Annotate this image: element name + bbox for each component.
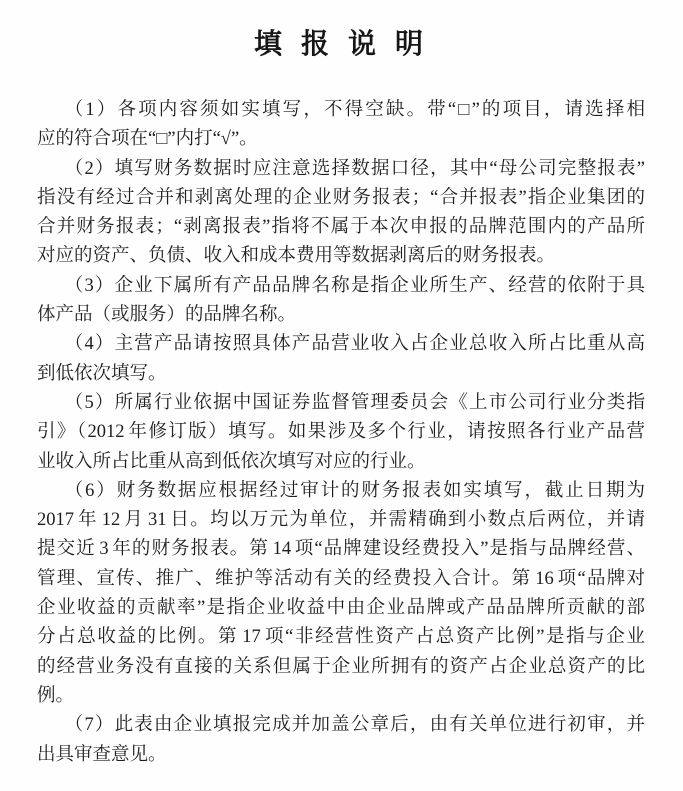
paragraph-line: 出具审查意见。 [37, 744, 167, 765]
paragraph [37, 155, 645, 272]
paragraph-line: 2017 年 12 月 31 日。均以万元为单位，并需精确到小数点后两位，并请 [37, 510, 645, 531]
document-title: 填 报 说 明 [253, 29, 429, 60]
paragraph-line: （4）主营产品请按照具体产品营业收入占企业总收入所占比重从高 [64, 334, 645, 355]
paragraph-line: 的经营业务没有直接的关系但属于企业所拥有的资产占企业总资产的比 [37, 656, 645, 677]
paragraph [37, 389, 645, 477]
paragraph-line: （7）此表由企业填报完成并加盖公章后，由有关单位进行初审，并 [64, 715, 645, 736]
paragraph-line: （6）财务数据应根据经过审计的财务报表如实填写，截止日期为 [64, 480, 645, 501]
paragraph-line: 业收入所占比重从高到低依次填写对应的行业。 [37, 451, 426, 472]
paragraph-line: 指没有经过合并和剥离处理的企业财务报表；“合并报表”指企业集团的 [37, 187, 645, 208]
paragraph [37, 711, 645, 770]
paragraph [37, 477, 645, 711]
paragraph-line: （3）企业下属所有产品品牌名称是指企业所生产、经营的依附于具 [64, 275, 645, 296]
paragraph-line: 引》（2012 年修订版）填写。如果涉及多个行业，请按照各行业产品营 [37, 422, 645, 443]
paragraph-line: （2）填写财务数据时应注意选择数据口径，其中“母公司完整报表” [64, 158, 645, 179]
paragraph-line: 对应的资产、负债、收入和成本费用等数据剥离后的财务报表。 [37, 246, 556, 267]
paragraph-line: 应的符合项在“□”内打“√”。 [37, 129, 258, 150]
paragraph-line: 分占总收益的比例。第 17 项“非经营性资产占总资产比例”是指与企业 [37, 627, 645, 648]
paragraph-line: 管理、宣传、推广、维护等活动有关的经费投入合计。第 16 项“品牌对 [37, 568, 645, 589]
paragraph-line: 企业收益的贡献率”是指企业收益中由企业品牌或产品品牌所贡献的部 [37, 598, 645, 619]
paragraph [37, 272, 645, 331]
paragraph-line: （1）各项内容须如实填写，不得空缺。带“□”的项目，请选择相 [64, 100, 645, 120]
paragraph-line: （5）所属行业依据中国证券监督管理委员会《上市公司行业分类指 [64, 392, 645, 413]
paragraph-line: 到低依次填写。 [37, 363, 167, 384]
paragraph [37, 330, 645, 389]
paragraph [37, 96, 645, 155]
paragraph-line: 体产品（或服务）的品牌名称。 [37, 305, 297, 326]
paragraph-line: 例。 [37, 685, 75, 706]
document-body [37, 96, 645, 770]
paragraph-line: 提交近 3 年的财务报表。第 14 项“品牌建设经费投入”是指与品牌经营、 [37, 539, 645, 560]
paragraph-line: 合并财务报表；“剥离报表”指将不属于本次申报的品牌范围内的产品所 [37, 217, 645, 238]
